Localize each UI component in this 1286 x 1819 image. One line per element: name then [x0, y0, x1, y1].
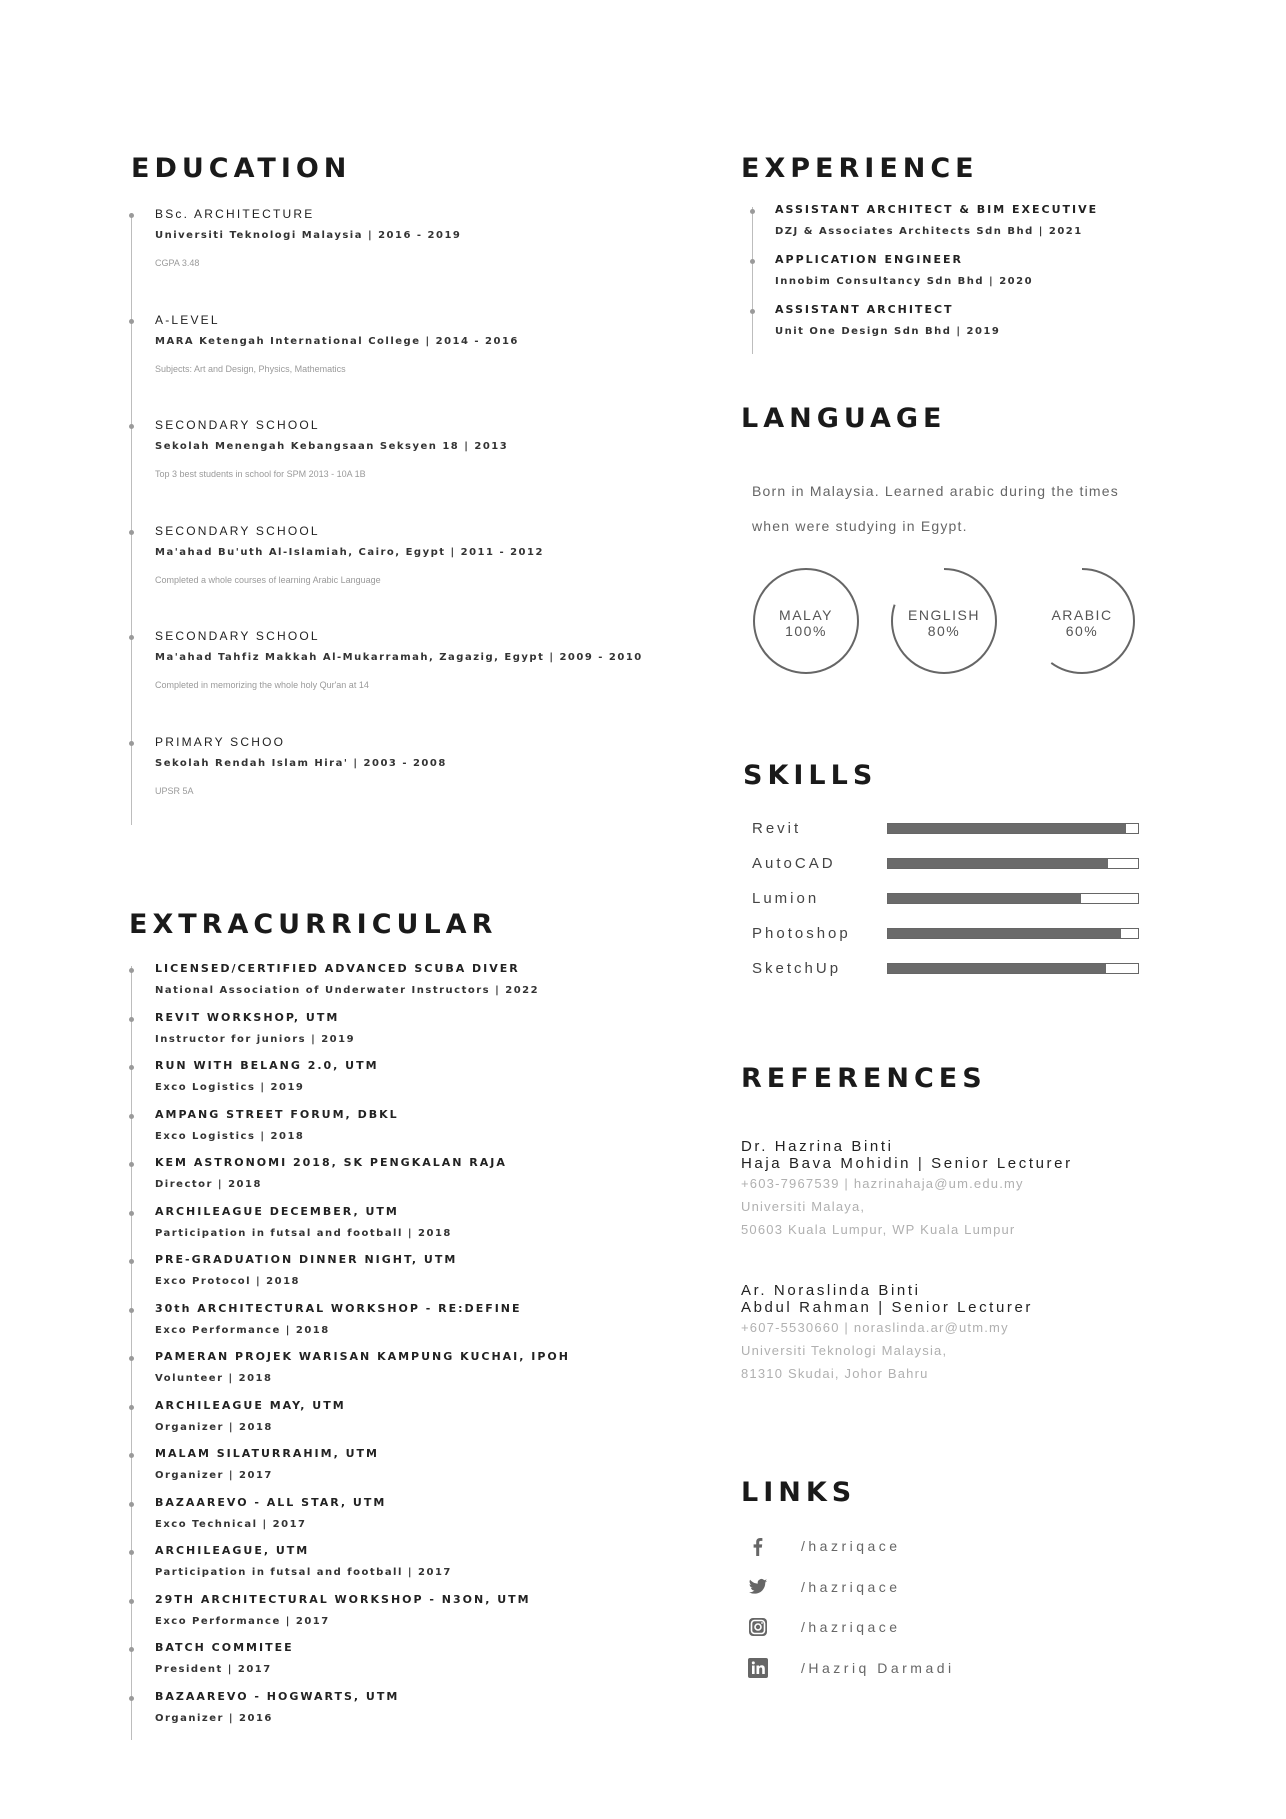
- bullet-dot: [129, 1356, 134, 1361]
- skill-bar: [887, 858, 1139, 869]
- linkedin-link[interactable]: /Hazriq Darmadi: [801, 1660, 955, 1676]
- skill-bar: [887, 893, 1139, 904]
- education-institution: Universiti Teknologi Malaysia | 2016 - 2019: [155, 230, 462, 241]
- bullet-dot: [129, 530, 134, 535]
- twitter-icon[interactable]: [748, 1577, 768, 1597]
- skill-bar-fill: [888, 964, 1106, 973]
- education-note: Completed a whole courses of learning Arabic Language: [155, 574, 381, 585]
- skill-name: Photoshop: [752, 925, 851, 942]
- bullet-dot: [129, 1162, 134, 1167]
- experience-company: DZJ & Associates Architects Sdn Bhd | 2021: [775, 226, 1083, 237]
- bullet-dot: [129, 1647, 134, 1652]
- extracurricular-title: PRE-GRADUATION DINNER NIGHT, UTM: [155, 1253, 458, 1266]
- bullet-dot: [129, 319, 134, 324]
- extracurricular-role: National Association of Underwater Instructors | 2022: [155, 985, 540, 996]
- skill-bar-fill: [888, 929, 1121, 938]
- reference-name-line1: Dr. Hazrina Binti: [741, 1138, 894, 1155]
- skill-bar: [887, 823, 1139, 834]
- bullet-dot: [129, 1017, 134, 1022]
- linkedin-icon[interactable]: [748, 1658, 768, 1678]
- experience-company: Unit One Design Sdn Bhd | 2019: [775, 326, 1001, 337]
- extracurricular-role: President | 2017: [155, 1664, 272, 1675]
- instagram-icon[interactable]: [748, 1617, 768, 1637]
- extracurricular-heading: EXTRACURRICULAR: [129, 909, 498, 940]
- bullet-dot: [129, 1405, 134, 1410]
- language-circle: [890, 567, 998, 675]
- education-institution: MARA Ketengah International College | 2014 - 2016: [155, 335, 519, 347]
- education-title: A-LEVEL: [155, 312, 220, 327]
- extracurricular-title: MALAM SILATURRAHIM, UTM: [155, 1447, 379, 1460]
- extracurricular-title: PAMERAN PROJEK WARISAN KAMPUNG KUCHAI, IPOH: [155, 1350, 570, 1363]
- extracurricular-title: REVIT WORKSHOP, UTM: [155, 1010, 340, 1024]
- education-note: UPSR 5A: [155, 785, 194, 796]
- extracurricular-role: Participation in futsal and football | 2018: [155, 1227, 452, 1239]
- education-institution: Sekolah Rendah Islam Hira' | 2003 - 2008: [155, 757, 447, 769]
- skills-heading: SKILLS: [743, 760, 878, 791]
- experience-title: APPLICATION ENGINEER: [775, 253, 964, 266]
- bullet-dot: [129, 741, 134, 746]
- bullet-dot: [129, 1599, 134, 1604]
- education-timeline: [131, 213, 132, 825]
- experience-company: Innobim Consultancy Sdn Bhd | 2020: [775, 276, 1034, 287]
- extracurricular-title: ARCHILEAGUE DECEMBER, UTM: [155, 1204, 399, 1218]
- experience-title: ASSISTANT ARCHITECT & BIM EXECUTIVE: [775, 203, 1099, 216]
- language-level: 80%: [927, 623, 961, 639]
- reference-address-line1: Universiti Teknologi Malaysia,: [741, 1343, 948, 1358]
- bullet-dot: [750, 259, 755, 264]
- facebook-link[interactable]: /hazriqace: [801, 1538, 901, 1554]
- extracurricular-role: Volunteer | 2018: [155, 1373, 273, 1384]
- extracurricular-role: Organizer | 2018: [155, 1421, 273, 1433]
- bullet-dot: [129, 1453, 134, 1458]
- extracurricular-role: Exco Logistics | 2019: [155, 1082, 305, 1093]
- extracurricular-role: Organizer | 2017: [155, 1470, 273, 1481]
- bullet-dot: [129, 635, 134, 640]
- education-title: SECONDARY SCHOOL: [155, 418, 320, 432]
- reference-address-line2: 50603 Kuala Lumpur, WP Kuala Lumpur: [741, 1222, 1016, 1237]
- education-institution: Ma'ahad Tahfiz Makkah Al-Mukarramah, Zagazig, Egypt | 2009 - 2010: [155, 652, 643, 663]
- extracurricular-title: KEM ASTRONOMI 2018, SK PENGKALAN RAJA: [155, 1156, 507, 1169]
- bullet-dot: [129, 1696, 134, 1701]
- extracurricular-title: 30th ARCHITECTURAL WORKSHOP - RE:DEFINE: [155, 1301, 522, 1315]
- extracurricular-title: ARCHILEAGUE MAY, UTM: [155, 1398, 346, 1412]
- experience-heading: EXPERIENCE: [741, 153, 979, 184]
- bullet-dot: [129, 1308, 134, 1313]
- education-title: PRIMARY SCHOO: [155, 734, 286, 749]
- extracurricular-role: Exco Performance | 2017: [155, 1615, 330, 1627]
- extracurricular-role: Exco Performance | 2018: [155, 1324, 330, 1336]
- facebook-icon[interactable]: [748, 1536, 768, 1556]
- reference-name-line2: Haja Bava Mohidin | Senior Lecturer: [741, 1155, 1073, 1172]
- bullet-dot: [129, 1211, 134, 1216]
- extracurricular-title: AMPANG STREET FORUM, DBKL: [155, 1107, 399, 1121]
- references-heading: REFERENCES: [741, 1063, 987, 1094]
- skill-bar: [887, 928, 1139, 939]
- bullet-dot: [129, 1114, 134, 1119]
- experience-timeline: [752, 207, 753, 354]
- language-circle: [752, 567, 860, 675]
- reference-address-line2: 81310 Skudai, Johor Bahru: [741, 1366, 929, 1381]
- language-name: ENGLISH: [908, 607, 980, 623]
- education-title: SECONDARY SCHOOL: [155, 629, 320, 643]
- skill-name: Lumion: [752, 890, 820, 907]
- reference-contact: +603-7967539 | hazrinahaja@um.edu.my: [741, 1176, 1024, 1191]
- language-level: 60%: [1065, 623, 1099, 639]
- instagram-link[interactable]: /hazriqace: [801, 1619, 901, 1635]
- education-note: CGPA 3.48: [155, 258, 200, 268]
- extracurricular-timeline: [131, 966, 132, 1740]
- experience-title: ASSISTANT ARCHITECT: [775, 303, 954, 316]
- bullet-dot: [129, 213, 134, 218]
- reference-address-line1: Universiti Malaya,: [741, 1199, 866, 1214]
- extracurricular-title: LICENSED/CERTIFIED ADVANCED SCUBA DIVER: [155, 962, 520, 975]
- bullet-dot: [750, 209, 755, 214]
- extracurricular-role: Instructor for juniors | 2019: [155, 1033, 356, 1045]
- links-heading: LINKS: [741, 1477, 857, 1508]
- language-description: Born in Malaysia. Learned arabic during the times when were studying in Egypt.: [752, 483, 1119, 534]
- reference-contact: +607-5530660 | noraslinda.ar@utm.my: [741, 1320, 1009, 1335]
- reference-name-line2: Abdul Rahman | Senior Lecturer: [741, 1299, 1034, 1316]
- education-note: Top 3 best students in school for SPM 2013 - 10A 1B: [155, 469, 366, 479]
- language-circle: [1028, 567, 1136, 675]
- language-name: MALAY: [779, 607, 833, 623]
- education-note: Completed in memorizing the whole holy Qur'an at 14: [155, 680, 369, 690]
- skill-name: SketchUp: [752, 960, 842, 977]
- skill-name: Revit: [752, 820, 802, 837]
- education-institution: Sekolah Menengah Kebangsaan Seksyen 18 | 2013: [155, 441, 509, 452]
- extracurricular-role: Exco Protocol | 2018: [155, 1276, 301, 1287]
- education-heading: EDUCATION: [131, 153, 352, 184]
- extracurricular-title: BAZAAREVO - ALL STAR, UTM: [155, 1495, 387, 1509]
- extracurricular-role: Exco Logistics | 2018: [155, 1130, 305, 1142]
- education-institution: Ma'ahad Bu'uth Al-Islamiah, Cairo, Egypt | 2011 - 2012: [155, 546, 544, 558]
- skill-bar: [887, 963, 1139, 974]
- education-title: BSc. ARCHITECTURE: [155, 207, 315, 221]
- extracurricular-title: BATCH COMMITEE: [155, 1641, 294, 1654]
- reference-name-line1: Ar. Noraslinda Binti: [741, 1282, 921, 1299]
- bullet-dot: [129, 1550, 134, 1555]
- skill-bar-fill: [888, 824, 1126, 833]
- skill-bar-fill: [888, 859, 1108, 868]
- bullet-dot: [129, 1259, 134, 1264]
- extracurricular-role: Exco Technical | 2017: [155, 1518, 307, 1530]
- bullet-dot: [129, 1502, 134, 1507]
- bullet-dot: [129, 424, 134, 429]
- bullet-dot: [129, 1065, 134, 1070]
- language-level: 100%: [785, 623, 827, 639]
- extracurricular-role: Participation in futsal and football | 2017: [155, 1567, 452, 1578]
- extracurricular-title: ARCHILEAGUE, UTM: [155, 1544, 310, 1557]
- bullet-dot: [750, 309, 755, 314]
- extracurricular-title: RUN WITH BELANG 2.0, UTM: [155, 1059, 379, 1072]
- twitter-link[interactable]: /hazriqace: [801, 1579, 901, 1595]
- skill-name: AutoCAD: [752, 855, 836, 872]
- education-note: Subjects: Art and Design, Physics, Mathematics: [155, 363, 346, 374]
- language-heading: LANGUAGE: [741, 403, 947, 434]
- bullet-dot: [129, 968, 134, 973]
- extracurricular-role: Director | 2018: [155, 1179, 262, 1190]
- extracurricular-title: BAZAAREVO - HOGWARTS, UTM: [155, 1689, 400, 1703]
- extracurricular-role: Organizer | 2016: [155, 1712, 273, 1724]
- language-name: ARABIC: [1051, 607, 1113, 623]
- skill-bar-fill: [888, 894, 1081, 903]
- education-title: SECONDARY SCHOOL: [155, 523, 320, 538]
- extracurricular-title: 29TH ARCHITECTURAL WORKSHOP - N3ON, UTM: [155, 1592, 531, 1606]
